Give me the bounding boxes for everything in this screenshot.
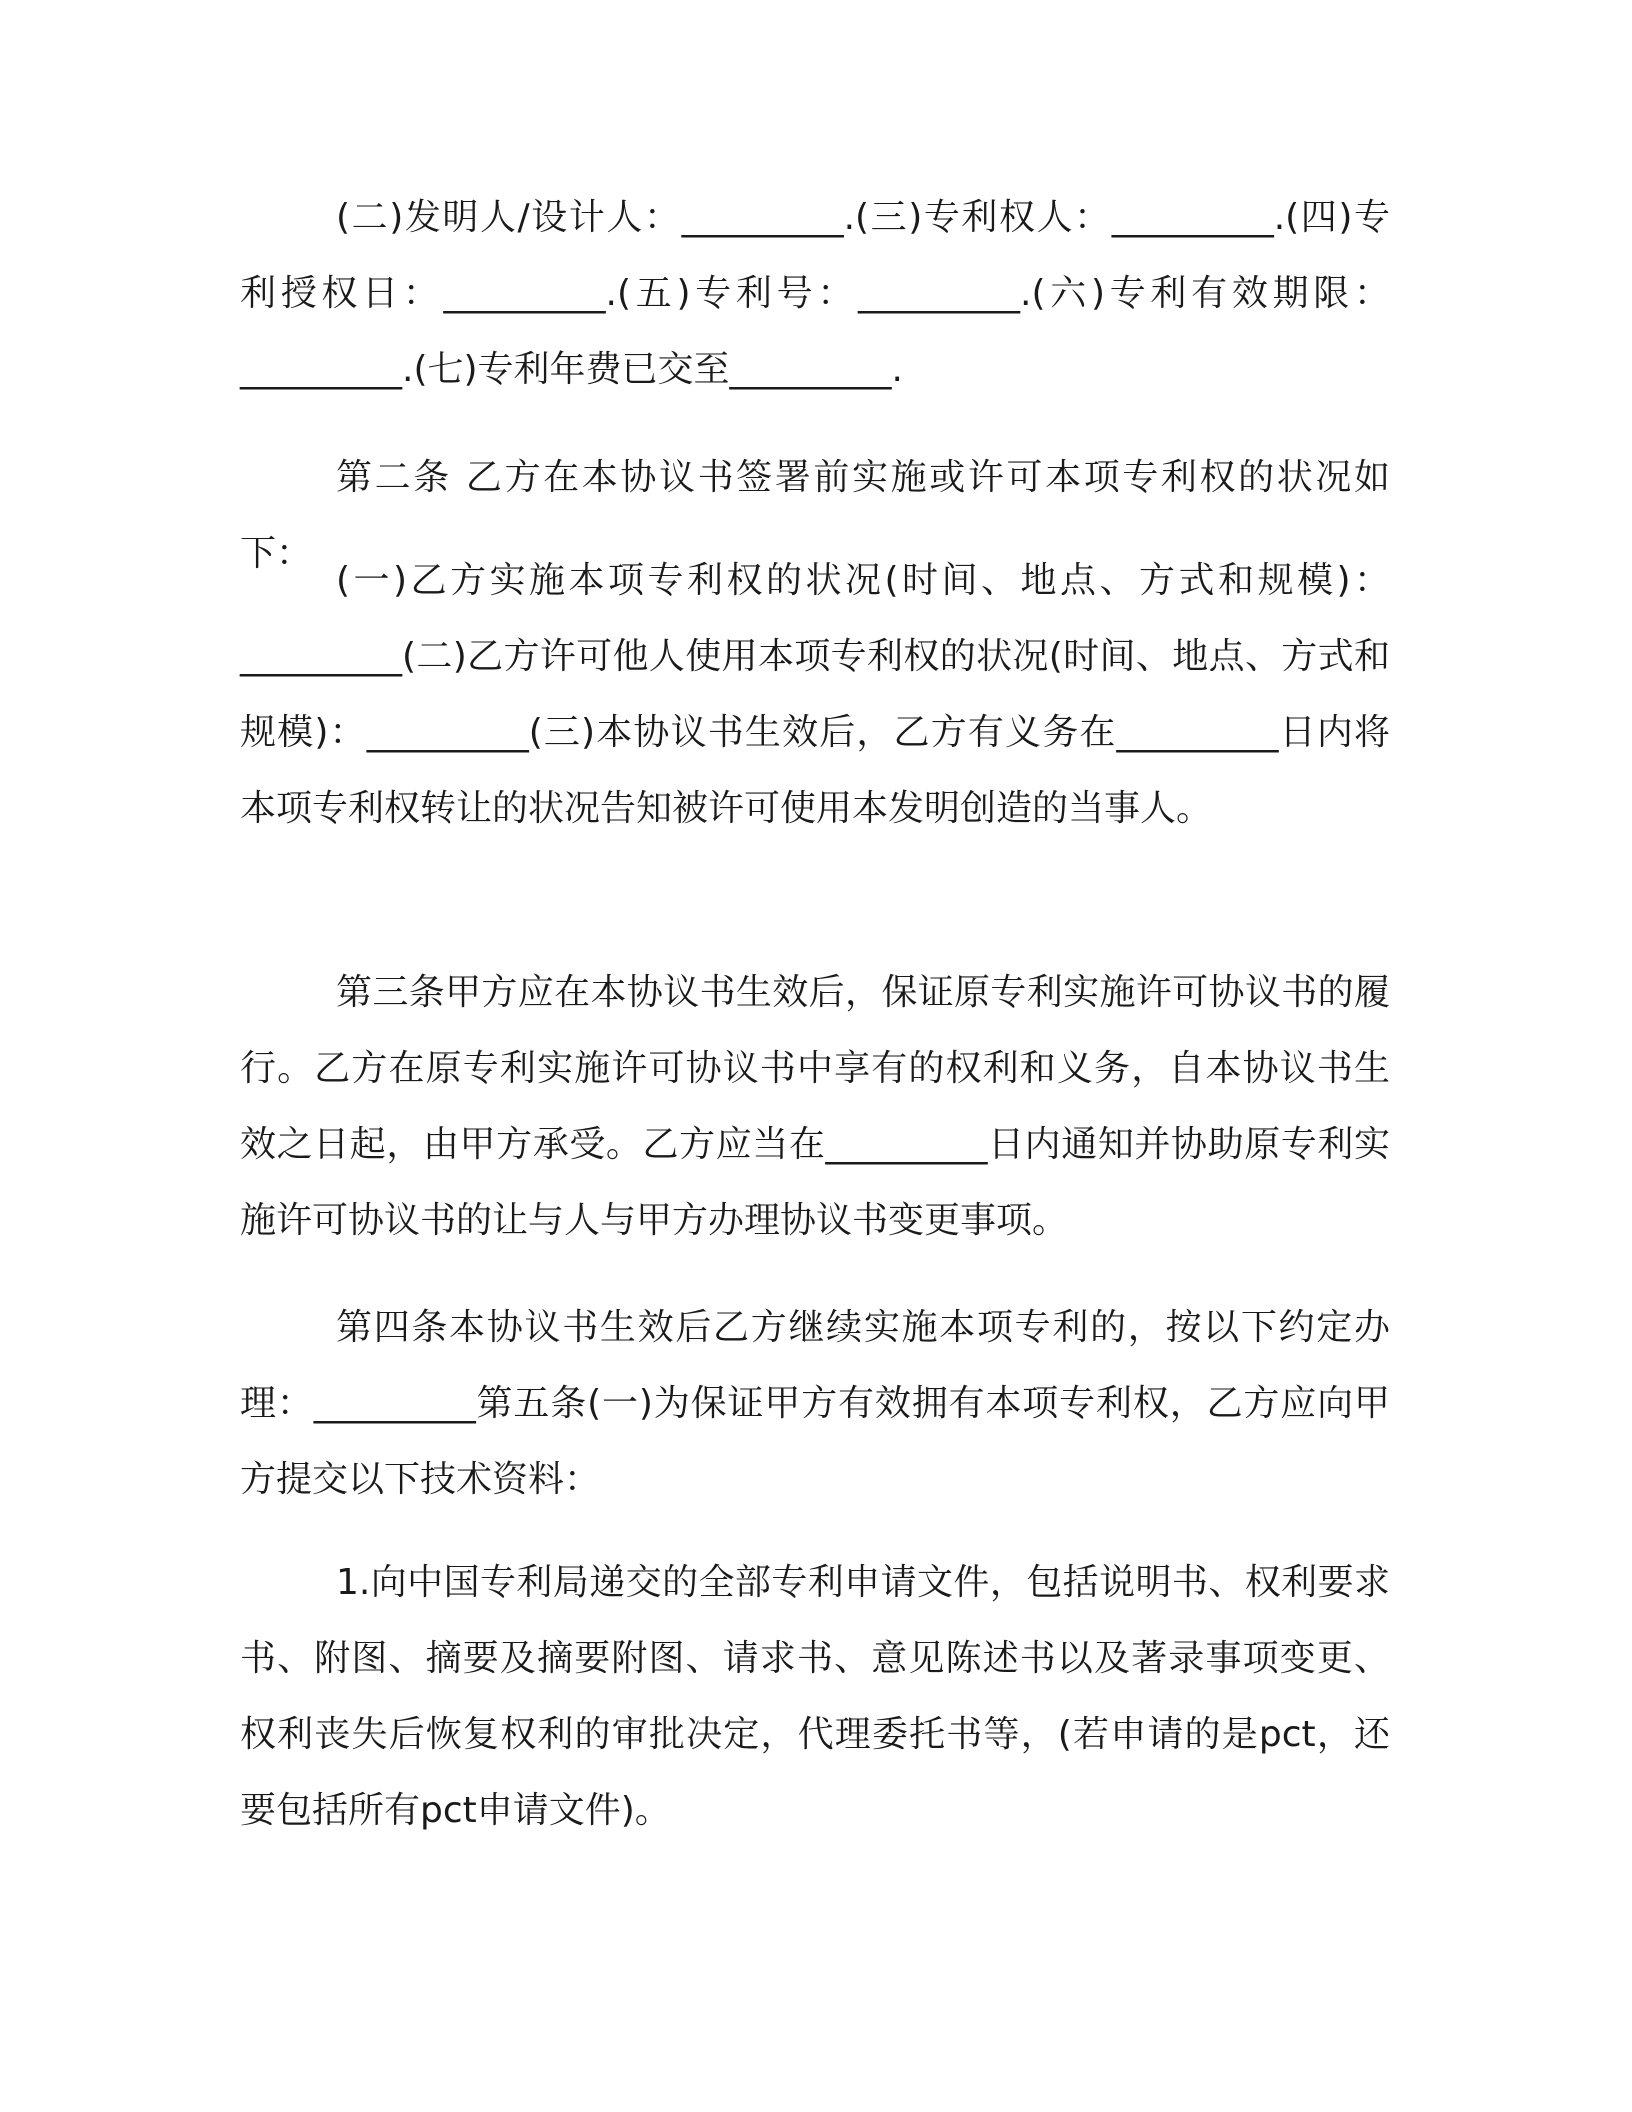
paragraph-article-2-details: (一)乙方实施本项专利权的状况(时间、地点、方式和规模)：_________(二)乙方许可他人使用本项专利权的状况(时间、地点、方式和规模)：_________(三)本协议书生效后，乙方有义务在_________日内将本项专利权转让的状况告知被许可使用本发明创造的当事人。 xyxy=(240,560,1390,829)
paragraph-patent-info: (二)发明人/设计人：_________.(三)专利权人：_________.(四)专利授权日：_________.(五)专利号：_________.(六)专利有效期限：_________.(七)专利年费已交至_________. xyxy=(240,197,1390,390)
paragraph-article-3: 第三条甲方应在本协议书生效后，保证原专利实施许可协议书的履行。乙方在原专利实施许可协议书中享有的权利和义务，自本协议书生效之日起，由甲方承受。乙方应当在_________日内通知并协助原专利实施许可协议书的让与人与甲方办理协议书变更事项。 xyxy=(240,972,1390,1241)
paragraph-article-4-5: 第四条本协议书生效后乙方继续实施本项专利的，按以下约定办理：_________第五条(一)为保证甲方有效拥有本项专利权，乙方应向甲方提交以下技术资料： xyxy=(240,1307,1390,1500)
paragraph-item-1: 1.向中国专利局递交的全部专利申请文件，包括说明书、权利要求书、附图、摘要及摘要附图、请求书、意见陈述书以及著录事项变更、权利丧失后恢复权利的审批决定，代理委托书等，(若申请的是pct，还要包括所有pct申请文件)。 xyxy=(240,1562,1390,1831)
paragraph-article-2: 第二条 乙方在本协议书签署前实施或许可本项专利权的状况如下： xyxy=(240,457,1390,574)
